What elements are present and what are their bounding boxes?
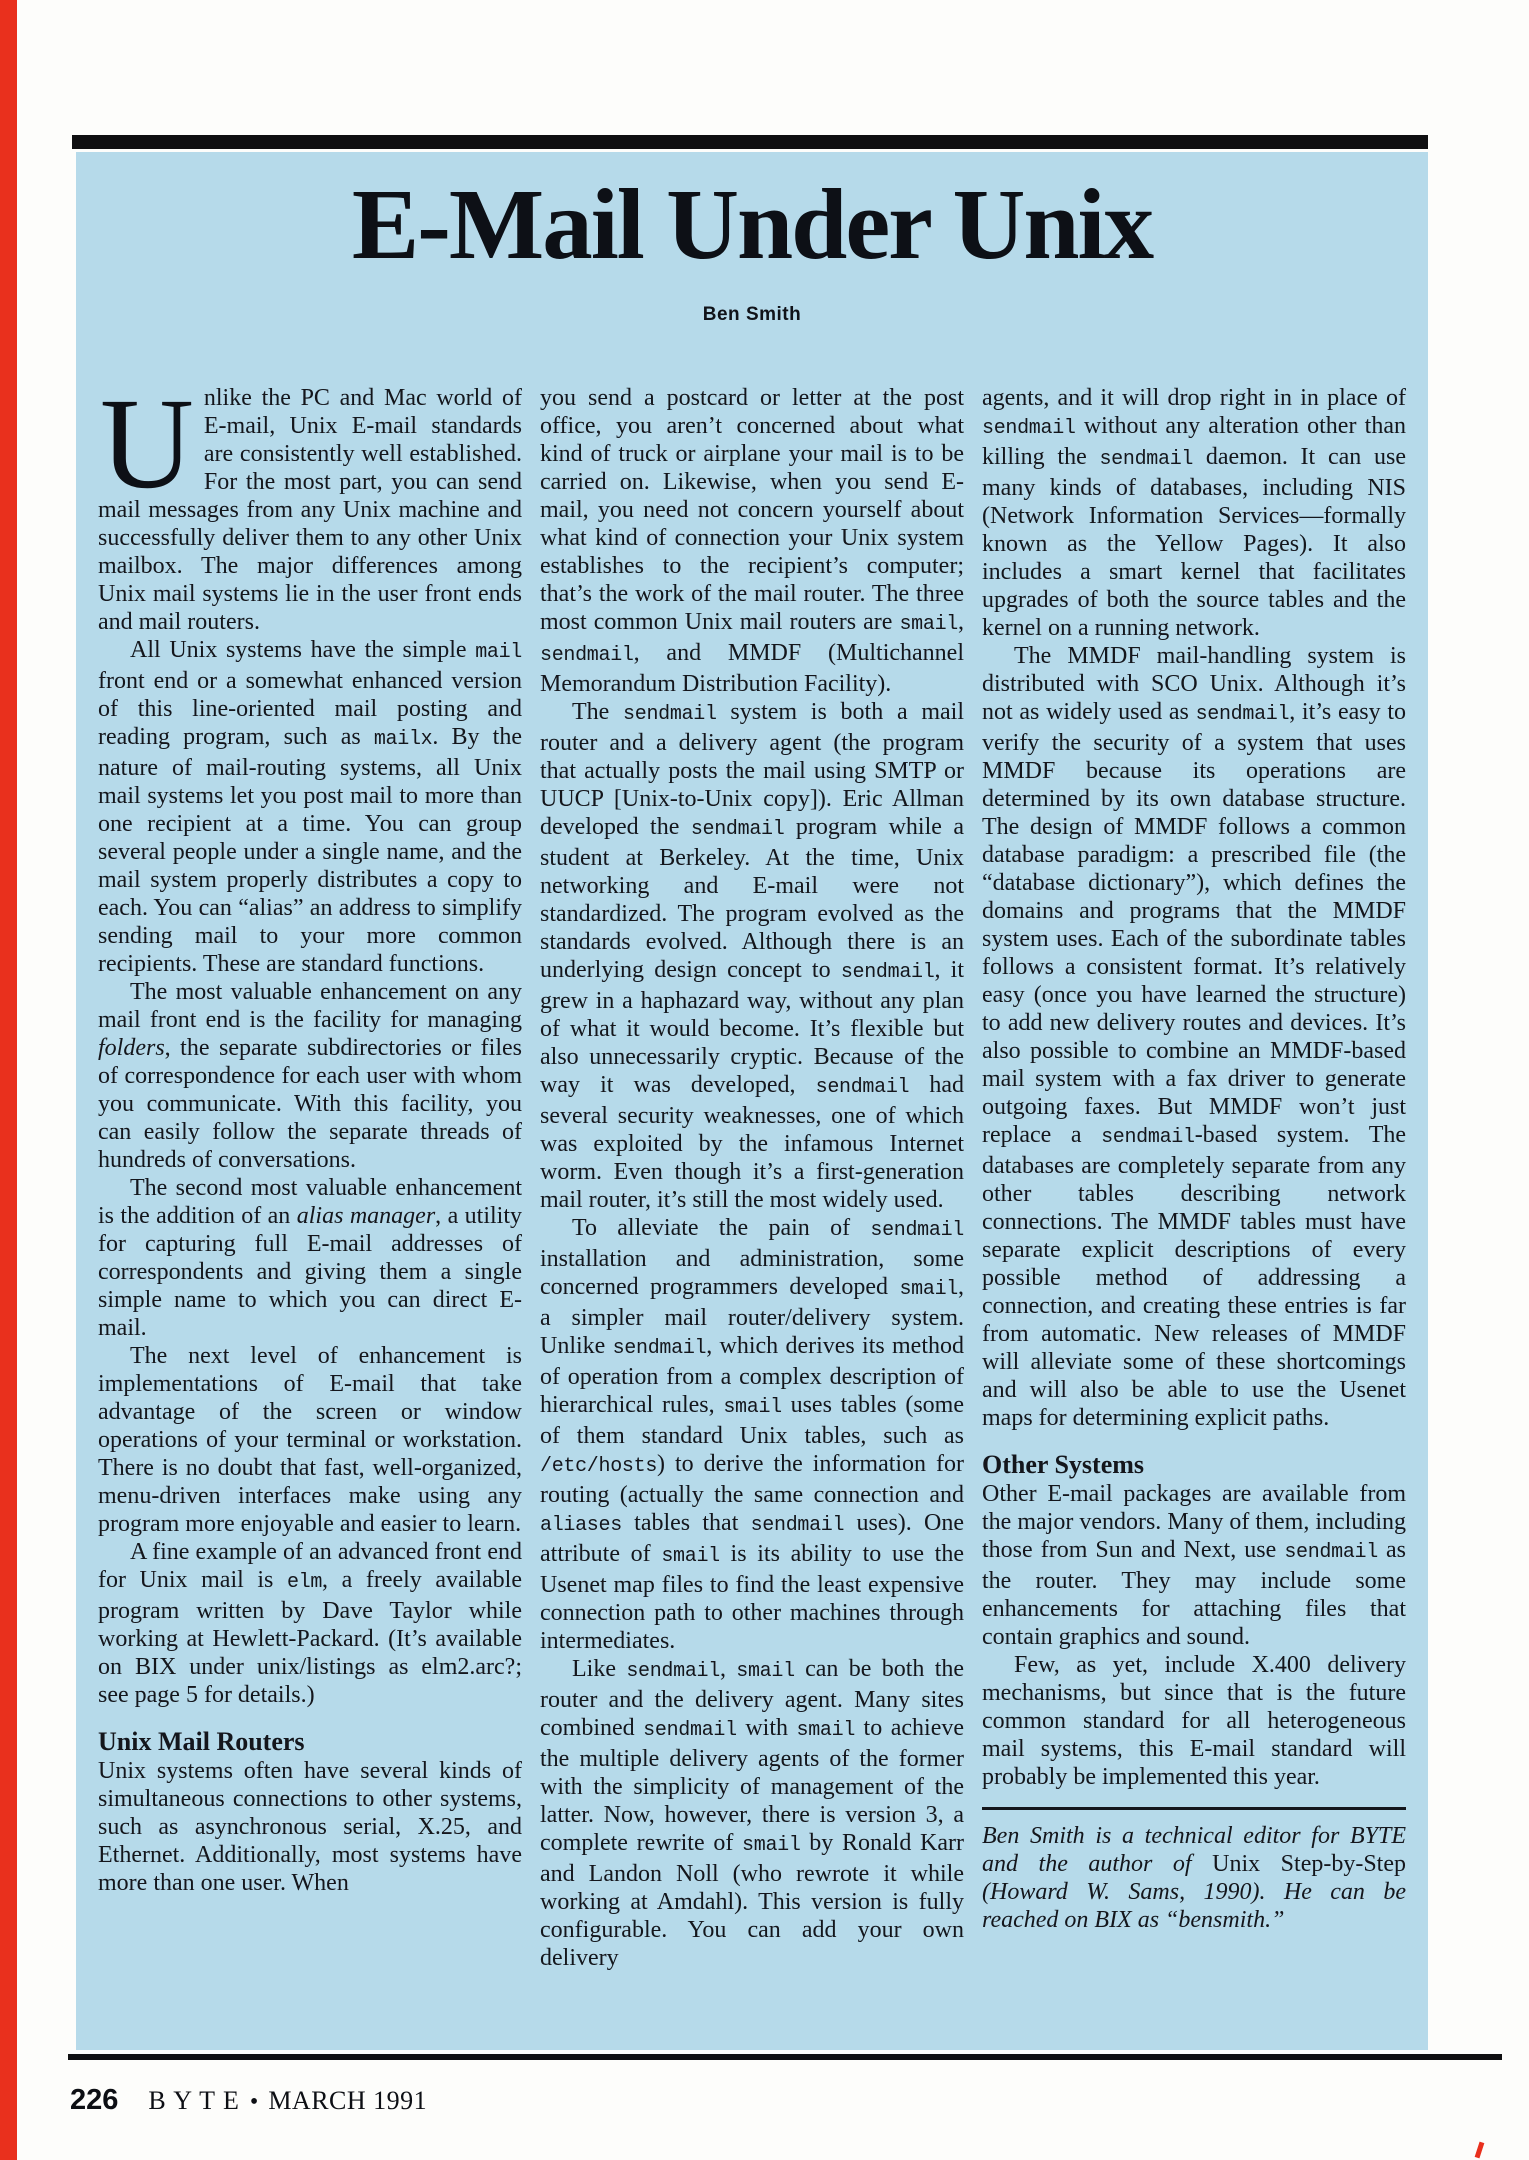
body-text: The second most valuable enhancement is the addition of an xyxy=(98,1175,522,1229)
code-token: sendmail xyxy=(840,961,935,984)
code-token: smail xyxy=(736,1660,795,1683)
body-text: The most valuable enhancement on any mail front end is the facility for managing xyxy=(98,979,522,1033)
section-heading: Unix Mail Routers xyxy=(98,1727,305,1756)
body-text: Few, as yet, include X.400 delivery mechanisms, but since that is the future common standard for all heterogeneous mail systems, this E-mail standard will probably be implemented this year. xyxy=(982,1652,1406,1790)
body-text: uses tables (some of them standard Unix tables, such as xyxy=(540,1392,964,1449)
body-text: without any alteration other than killing the xyxy=(982,413,1406,470)
code-token: sendmail xyxy=(612,1337,707,1360)
body-text: Unix systems often have several kinds of simultaneous connections to other systems, such as asynchronous serial, X.25, and Ethernet. Additionally, most systems have more than one user. When xyxy=(98,1758,522,1896)
italic-text: folders xyxy=(98,1035,165,1061)
magazine-name: B Y T E xyxy=(148,2086,240,2115)
code-token: sendmail xyxy=(690,818,785,841)
footer xyxy=(70,2084,427,2117)
byline: Ben Smith xyxy=(702,304,802,325)
code-token: sendmail xyxy=(1101,1126,1195,1149)
paragraph xyxy=(540,384,964,698)
article-columns xyxy=(98,384,1406,2050)
paragraph xyxy=(98,1757,522,1897)
drop-cap: U xyxy=(100,384,194,516)
code-token: sendmail xyxy=(815,1076,910,1099)
scan-edge-red-strip xyxy=(0,0,17,2160)
code-token: smail xyxy=(899,613,958,636)
column-2 xyxy=(540,384,964,2050)
paragraph xyxy=(98,384,522,636)
code-token: smail xyxy=(661,1545,720,1568)
paragraph xyxy=(98,1342,522,1538)
italic-text: alias manager xyxy=(296,1203,436,1229)
body-text: is its ability to use the Usenet map files to find the least expensive connection path to other machines through intermediates. xyxy=(540,1541,964,1654)
top-rule xyxy=(72,135,1428,149)
body-text: Other E-mail packages are available from the major vendors. Many of them, including those from Sun and Next, use xyxy=(982,1481,1406,1563)
paragraph xyxy=(98,978,522,1174)
body-text: daemon. It can use many kinds of databases, including NIS (Network Information Services—formally known as the Yellow Pages). It also includes a smart kernel that facilitates upgrades of both the source tables and the kernel on a running network. xyxy=(982,444,1406,641)
body-text: by Ronald Karr and Landon Noll (who rewrote it while working at Amdahl). This version is fully configurable. You can add your own delivery xyxy=(540,1830,964,1971)
body-text: tables that xyxy=(621,1510,751,1536)
body-text: as the router. They may include some enhancements for attaching files that contain graphics and sound. xyxy=(982,1537,1406,1650)
code-token: sendmail xyxy=(540,644,634,667)
paragraph xyxy=(540,1214,964,1655)
paragraph xyxy=(540,1655,964,1972)
body-text: , it’s easy to verify the security of a system that uses MMDF because its operations are determined by its own database structure. The design of MMDF follows a common database paradigm: a prescribed file (the “database dictionary”), which defines the domains and programs that the MMDF system uses. Each of the subordinate tables follows a consistent format. It’s relatively easy (once you have learned the structure) to add new delivery routes and devices. It’s also possible to combine an MMDF-based mail system with a fax driver to generate outgoing faxes. But MMDF won’t just replace a xyxy=(982,699,1406,1148)
section-heading: Other Systems xyxy=(982,1450,1145,1479)
body-text: to achieve the multiple delivery agents of the former with the simplicity of management of the latter. Now, however, there is version 3, a complete rewrite of xyxy=(540,1715,964,1856)
column-3 xyxy=(982,384,1406,2050)
body-text: , a utility for capturing full E-mail addresses of correspondents and giving them a single simple name to which you can direct E-mail. xyxy=(98,1203,522,1341)
code-token: sendmail xyxy=(623,703,717,726)
page-number: 226 xyxy=(70,2084,119,2116)
body-text: system is both a mail router and a delivery agent (the program that actually posts the mail using SMTP or UUCP [Unix-to-Unix copy]). Eric Allman developed the xyxy=(540,699,964,840)
paragraph xyxy=(540,698,964,1214)
code-token: aliases xyxy=(540,1514,622,1537)
code-token: sendmail xyxy=(626,1660,720,1683)
body-text: A fine example of an advanced front end for Unix mail is xyxy=(98,1539,522,1593)
footer-bullet: • xyxy=(249,2089,259,2115)
italic-text: (Howard W. Sams, 1990). He can be reached on BIX as “bensmith.” xyxy=(982,1879,1406,1933)
body-text: , a simpler mail router/delivery system. Unlike xyxy=(540,1274,964,1359)
bio-divider xyxy=(982,1807,1406,1810)
body-text: installation and administration, some concerned programmers developed xyxy=(540,1246,964,1300)
body-text: program while a student at Berkeley. At the time, Unix networking and E-mail were not standardized. The program evolved as the standards evolved. Although there is an underlying design concept to xyxy=(540,814,964,983)
paragraph xyxy=(98,1174,522,1342)
code-token: sendmail xyxy=(982,417,1076,440)
body-text: with xyxy=(736,1715,797,1741)
body-text: , and MMDF (Multichannel Memorandum Distribution Facility). xyxy=(540,640,964,697)
body-text: The next level of enhancement is implementations of E-mail that take advantage of the screen or window operations of your terminal or workstation. There is no doubt that fast, well-organized, menu-driven interfaces make using any program more enjoyable and easier to learn. xyxy=(98,1343,522,1537)
body-text: front end or a somewhat enhanced version of this line-oriented mail posting and reading program, such as xyxy=(98,668,522,750)
code-token: smail xyxy=(899,1278,958,1301)
code-token: sendmail xyxy=(750,1514,845,1537)
paragraph xyxy=(98,1538,522,1709)
body-text: had several security weaknesses, one of which was exploited by the infamous Internet worm. Even though it’s a first-generation mail router, it’s still the most widely used. xyxy=(540,1072,964,1213)
body-text: -based system. The databases are completely separate from any other tables describing network connections. The MMDF tables must have separate explicit descriptions of every possible method of addressing a connection, and creating these entries is far from automatic. New releases of MMDF will alleviate some of these shortcomings and will also be able to use the Usenet maps for determining explicit paths. xyxy=(982,1122,1406,1431)
body-text: agents, and it will drop right in in place of xyxy=(982,385,1406,411)
code-token: sendmail xyxy=(870,1219,964,1242)
code-token: mail xyxy=(475,641,522,664)
code-token: smail xyxy=(723,1396,782,1419)
code-token: sendmail xyxy=(1195,703,1290,726)
body-text: . By the nature of mail-routing systems, all Unix mail systems let you post mail to more than one recipient at a time. You can group several people under a single name, and the mail system properly distributes a copy to each. You can “alias” an address to simplify sending mail to your more common recipients. These are standard functions. xyxy=(98,724,522,977)
code-token: elm xyxy=(286,1571,323,1594)
body-text: , it grew in a haphazard way, without any plan of what it would become. It’s flexible but also unnecessarily cryptic. Because of the way it was developed, xyxy=(540,957,964,1098)
code-token: sendmail xyxy=(1284,1541,1378,1564)
paragraph xyxy=(982,1651,1406,1791)
paragraph xyxy=(982,642,1406,1432)
article-page xyxy=(76,152,1428,2050)
body-text: , which derives its method of operation from a complex description of hierarchical rules, xyxy=(540,1333,964,1418)
body-text: can be both the router and the delivery agent. Many sites combined xyxy=(540,1656,964,1741)
paragraph xyxy=(982,384,1406,642)
code-token: sendmail xyxy=(1099,448,1194,471)
body-text: nlike the PC and Mac world of E-mail, Unix E-mail standards are consistently well established. For the most part, you can send mail messages from any Unix machine and successfully deliver them to any other Unix mailbox. The major differences among Unix mail systems lie in the user front ends and mail routers. xyxy=(98,385,522,635)
body-text: , a freely available program written by Dave Taylor while working at Hewlett-Packard. (It’s available on BIX under unix/listings as elm2.arc?; see page 5 for details.) xyxy=(98,1567,522,1708)
body-text: ) to derive the information for routing (actually the same connection and xyxy=(540,1451,964,1508)
code-token: smail xyxy=(742,1834,801,1857)
paragraph xyxy=(98,636,522,978)
code-token: smail xyxy=(796,1719,856,1742)
body-text: Like xyxy=(572,1656,627,1682)
code-token: /etc/hosts xyxy=(540,1455,658,1478)
article-title: E-Mail Under Unix xyxy=(351,168,1153,280)
body-text: The MMDF mail-handling system is distributed with SCO Unix. Although it’s not as widely used as xyxy=(982,643,1406,725)
issue-date: MARCH 1991 xyxy=(268,2086,428,2115)
column-1 xyxy=(98,384,522,2050)
body-text: , xyxy=(719,1656,737,1682)
book-title: Unix Step-by-Step xyxy=(1212,1851,1406,1877)
body-text: The xyxy=(572,699,624,725)
body-text: , the separate subdirectories or files of correspondence for each user with whom you communicate. With this facility, you can easily follow the separate threads of hundreds of conversations. xyxy=(98,1035,522,1173)
code-token: sendmail xyxy=(643,1719,737,1742)
footer-rule xyxy=(68,2054,1502,2060)
body-text: uses). One attribute of xyxy=(540,1510,964,1567)
body-text: All Unix systems have the simple xyxy=(130,637,476,663)
body-text: To alleviate the pain of xyxy=(572,1215,871,1241)
body-text: you send a postcard or letter at the post office, you aren’t concerned about what kind of truck or airplane your mail is to be carried on. Likewise, when you send E-mail, you need not concern yourself about what kind of connection your Unix system establishes to the recipient’s computer; that’s the work of the mail router. The three most common Unix mail routers are xyxy=(540,385,964,635)
italic-text: Ben Smith is a technical editor for BYTE and the author of xyxy=(982,1823,1406,1877)
code-token: mailx xyxy=(373,728,433,751)
scan-corner-mark xyxy=(1475,2142,1485,2159)
body-text: , xyxy=(958,609,964,635)
paragraph xyxy=(982,1480,1406,1651)
author-bio xyxy=(982,1822,1406,1934)
